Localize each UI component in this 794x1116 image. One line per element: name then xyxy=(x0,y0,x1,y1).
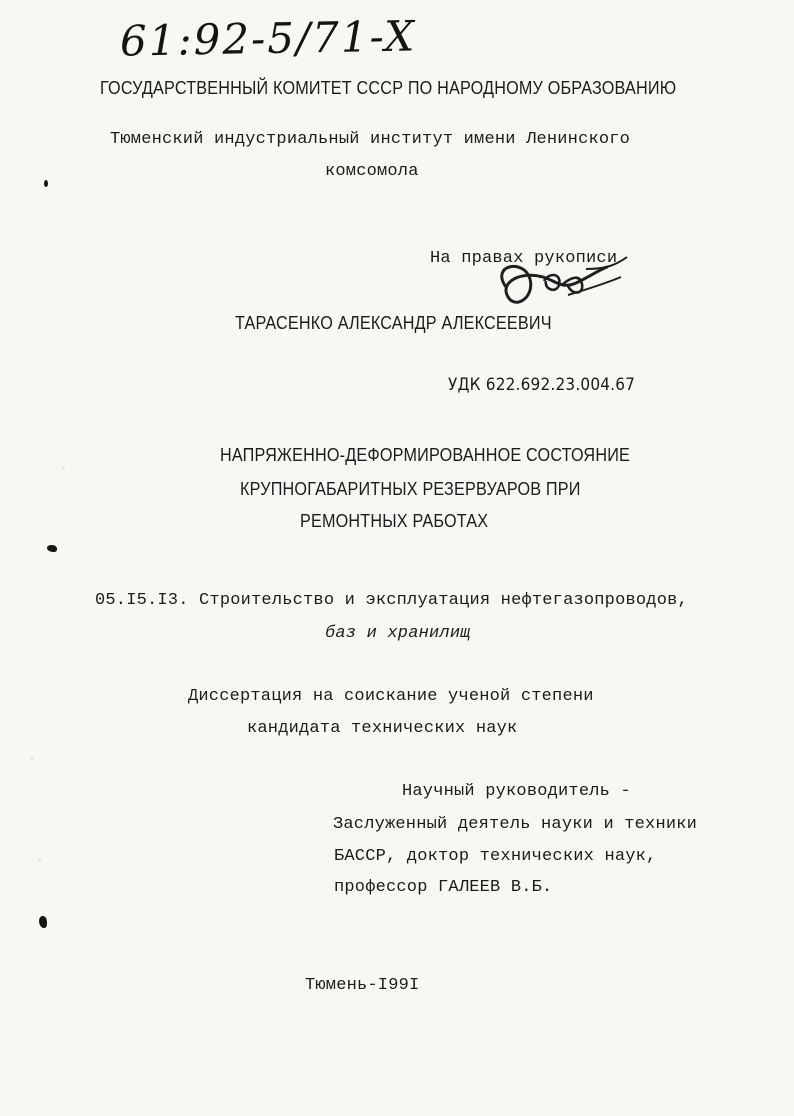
print-speck xyxy=(39,916,47,928)
supervisor-line-3: БАССР, доктор технических наук, xyxy=(334,847,657,866)
specialty-line-1: 05.I5.I3. Строительство и эксплуатация нефтегазопроводов, xyxy=(95,591,688,610)
author-name: ТАРАСЕНКО АЛЕКСАНДР АЛЕКСЕЕВИЧ xyxy=(235,313,552,333)
supervisor-line-2: Заслуженный деятель науки и техники xyxy=(333,815,698,834)
print-speck xyxy=(47,545,57,552)
thesis-title-line-1: НАПРЯЖЕННО-ДЕФОРМИРОВАННОЕ СОСТОЯНИЕ xyxy=(220,445,631,465)
degree-line-1: Диссертация на соискание ученой степени xyxy=(188,687,594,706)
institute-line-1: Тюменский индустриальный институт имени Ленинского xyxy=(110,130,631,149)
thesis-title-line-3: РЕМОНТНЫХ РАБОТАХ xyxy=(300,511,489,531)
thesis-title-line-2: КРУПНОГАБАРИТНЫХ РЕЗЕРВУАРОВ ПРИ xyxy=(240,479,581,499)
manuscript-note: На правах рукописи xyxy=(430,249,618,268)
degree-line-2: кандидата технических наук xyxy=(247,719,518,738)
state-committee-header: ГОСУДАРСТВЕННЫЙ КОМИТЕТ СССР ПО НАРОДНОМУ ОБРАЗОВАНИЮ xyxy=(100,78,677,98)
archive-code: 61:92-5/71-X xyxy=(119,11,417,66)
institute-line-2: комсомола xyxy=(325,162,419,181)
print-speck xyxy=(44,180,48,187)
udc-code: УДК 622.692.23.004.67 xyxy=(448,375,636,395)
specialty-line-2: баз и хранилищ xyxy=(325,624,471,643)
supervisor-line-4: профессор ГАЛЕЕВ В.Б. xyxy=(334,878,553,897)
supervisor-line-1: Научный руководитель - xyxy=(402,782,631,801)
city-year: Тюмень-I99I xyxy=(305,976,420,995)
